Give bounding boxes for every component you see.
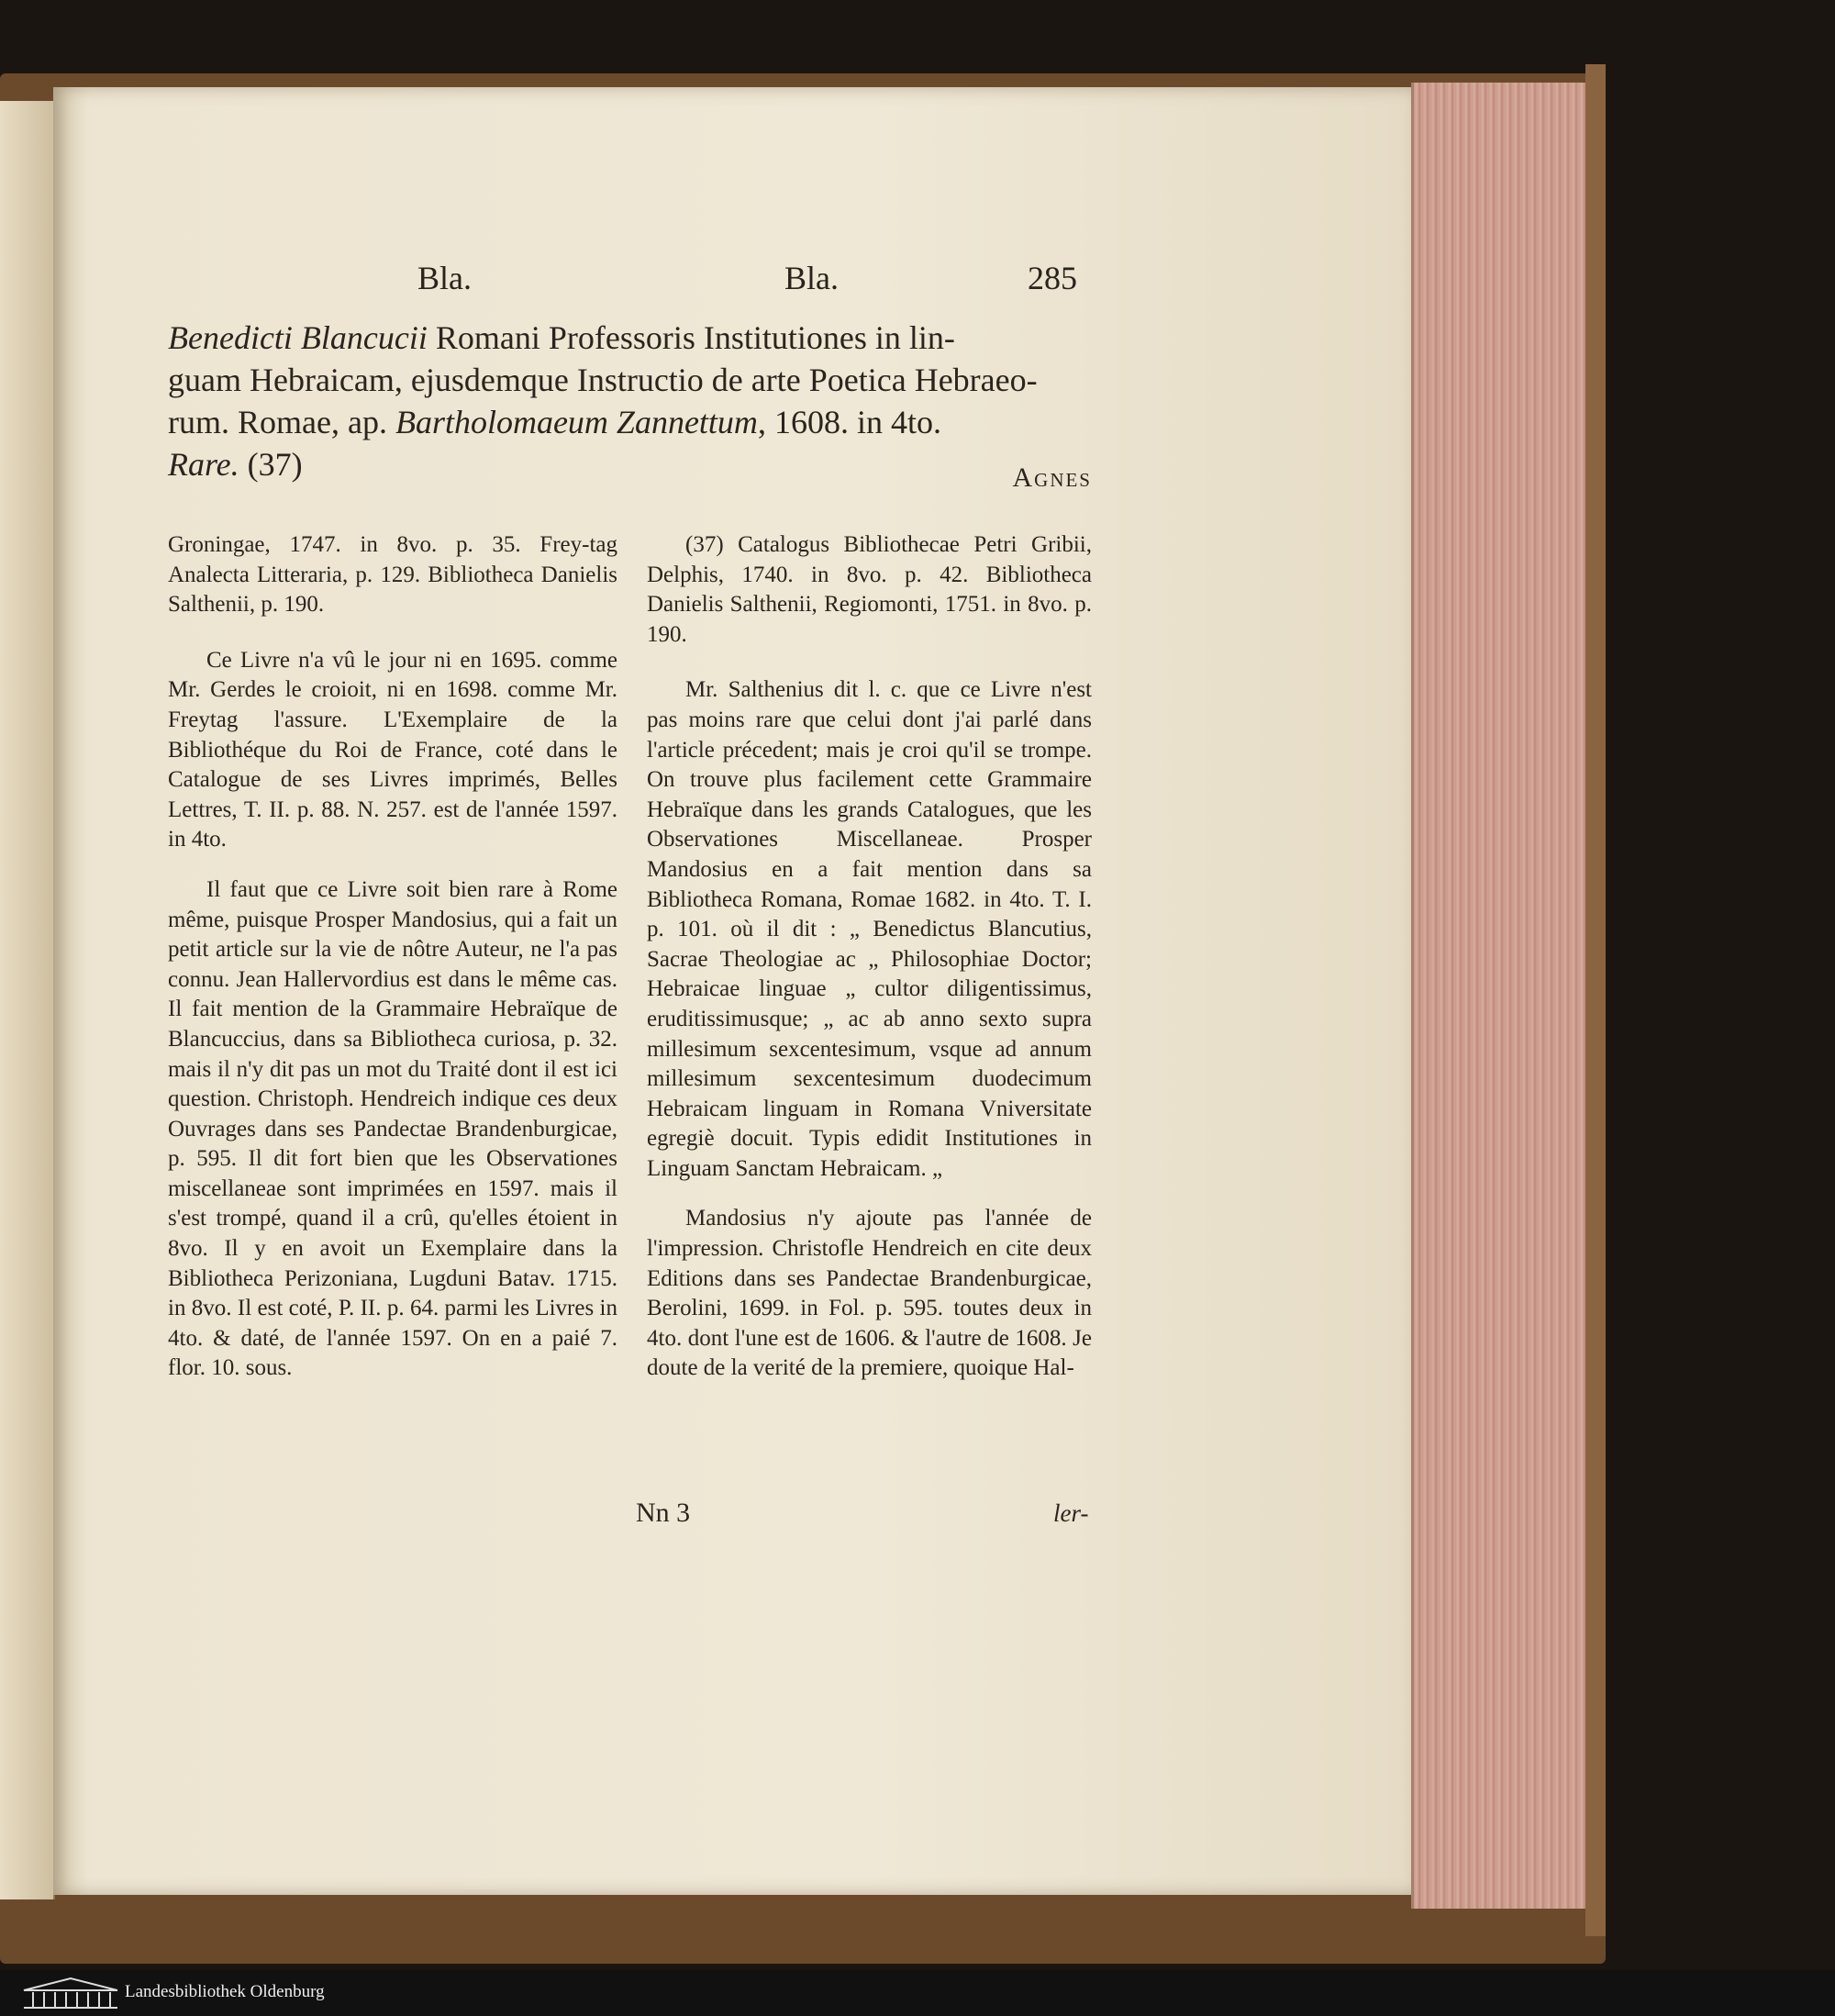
left-para-3: Il faut que ce Livre soit bien rare à Rome même, puisque Prosper Mandosius, qui a fait un petit article sur la vie de nôtre Auteur, ne l'a pas connu. Jean Hallervordius est dans le même cas. Il fait mention de la Grammaire Hebraïque de Blancuccius, dans sa Bibliotheca curiosa, p. 32. mais il n'y dit pas un mot du Traité dont il est ici question. Christoph. Hendreich indique ces deux Ouvrages dans ses Pandectae Brandenburgicae, p. 595. Il dit fort bien que les Observationes miscellaneae sont imprimées en 1597. mais il s'est trompé, quand il a crû, qu'elles étoient in 8vo. Il y en avoit un Exemplaire dans la Bibliotheca Perizoniana, Lugduni Batav. 1715. in 8vo. Il est coté, P. II. p. 64. parmi les Livres in 4to. & daté, de l'année 1597. On en a paié 7. flor. 10. sous.: [168, 876, 617, 1381]
library-building-icon: [20, 1976, 121, 2010]
left-page-edge: [0, 101, 55, 1899]
title-line-2-text: guam Hebraicam, ejusdemque Instructio de arte Poetica Hebraeo-: [168, 362, 1038, 398]
library-name[interactable]: Landesbibliothek Oldenburg: [125, 1982, 325, 2001]
right-para-1: (37) Catalogus Bibliothecae Petri Gribii, Delphis, 1740. in 8vo. p. 42. Bibliotheca Danielis Salthenii, Regiomonti, 1751. in 8vo. p. 190.: [647, 532, 1092, 647]
catchword-bottom: ler-: [1053, 1499, 1089, 1527]
left-para-1: Groningae, 1747. in 8vo. p. 35. Frey-tag Analecta Litteraria, p. 129. Bibliotheca Danielis Salthenii, p. 190.: [168, 532, 617, 618]
right-para-3: Mandosius n'y ajoute pas l'année de l'impression. Christofle Hendreich en cite deux Editions dans ses Pandectae Brandenburgicae, Berolini, 1699. in Fol. p. 595. toutes deux in 4to. dont l'une est de 1606. & l'autre de 1608. Je doute de la verité de la premiere, quoique Hal-: [647, 1206, 1092, 1381]
title-line-1: [168, 317, 1090, 359]
catchword-agnes: Agnes: [1012, 462, 1092, 493]
page-number: 285: [1028, 260, 1077, 296]
title-rarity: Rare.: [168, 446, 239, 483]
book-cover-edge: [1585, 64, 1606, 1936]
library-footer-bar: [0, 1970, 1835, 2016]
right-column: [647, 530, 1092, 1404]
title-author: Benedicti Blancucii: [168, 319, 428, 356]
title-line-4: [168, 443, 1090, 485]
running-head-center: Bla.: [784, 260, 839, 296]
left-para-2: Ce Livre n'a vû le jour ni en 1695. comme Mr. Gerdes le croioit, ni en 1698. comme Mr. Freytag l'assure. L'Exemplaire de la Bibliothéque du Roi de France, coté dans le Catalogue de ses Livres imprimés, Belles Lettres, T. II. p. 88. N. 257. est de l'année 1597. in 4to.: [168, 647, 617, 852]
title-note-ref: (37): [239, 446, 303, 483]
signature-mark: Nn 3: [636, 1498, 691, 1528]
title-line-3: [168, 401, 1090, 443]
entry-title: [168, 317, 1090, 485]
left-column: [168, 530, 617, 1404]
running-head-left: Bla.: [417, 260, 472, 296]
right-para-2: Mr. Salthenius dit l. c. que ce Livre n'est pas moins rare que celui dont j'ai parlé dans l'article précedent; mais je croi qu'il se trompe. On trouve plus facilement cette Grammaire Hebraïque dans les grands Catalogues, que les Observationes Miscellaneae. Prosper Mandosius en a fait mention dans sa Bibliotheca Romana, Romae 1682. in 4to. T. I. p. 101. où il dit : „ Benedictus Blancutius, Sacrae Theologiae ac „ Philosophiae Doctor; Hebraicae linguae „ cultor diligentissimus, eruditissimusque; „ ac ab anno sexto supra millesimum sexcentesimum, vsque ad annum millesimum sexcentesimum duodecimum Hebraicam linguam in Romana Vniversitate egregiè docuit. Typis edidit Institutiones in Linguam Sanctam Hebraicam. „: [647, 677, 1092, 1181]
title-printer: Bartholomaeum Zannettum: [395, 404, 758, 440]
title-line-3-text: rum. Romae, ap.: [168, 404, 395, 440]
title-line-3-end: , 1608. in 4to.: [757, 404, 941, 440]
title-line-1-text: Romani Professoris Institutiones in lin-: [427, 319, 955, 356]
page-fore-edge: [1411, 83, 1588, 1909]
title-line-2: [168, 359, 1090, 401]
